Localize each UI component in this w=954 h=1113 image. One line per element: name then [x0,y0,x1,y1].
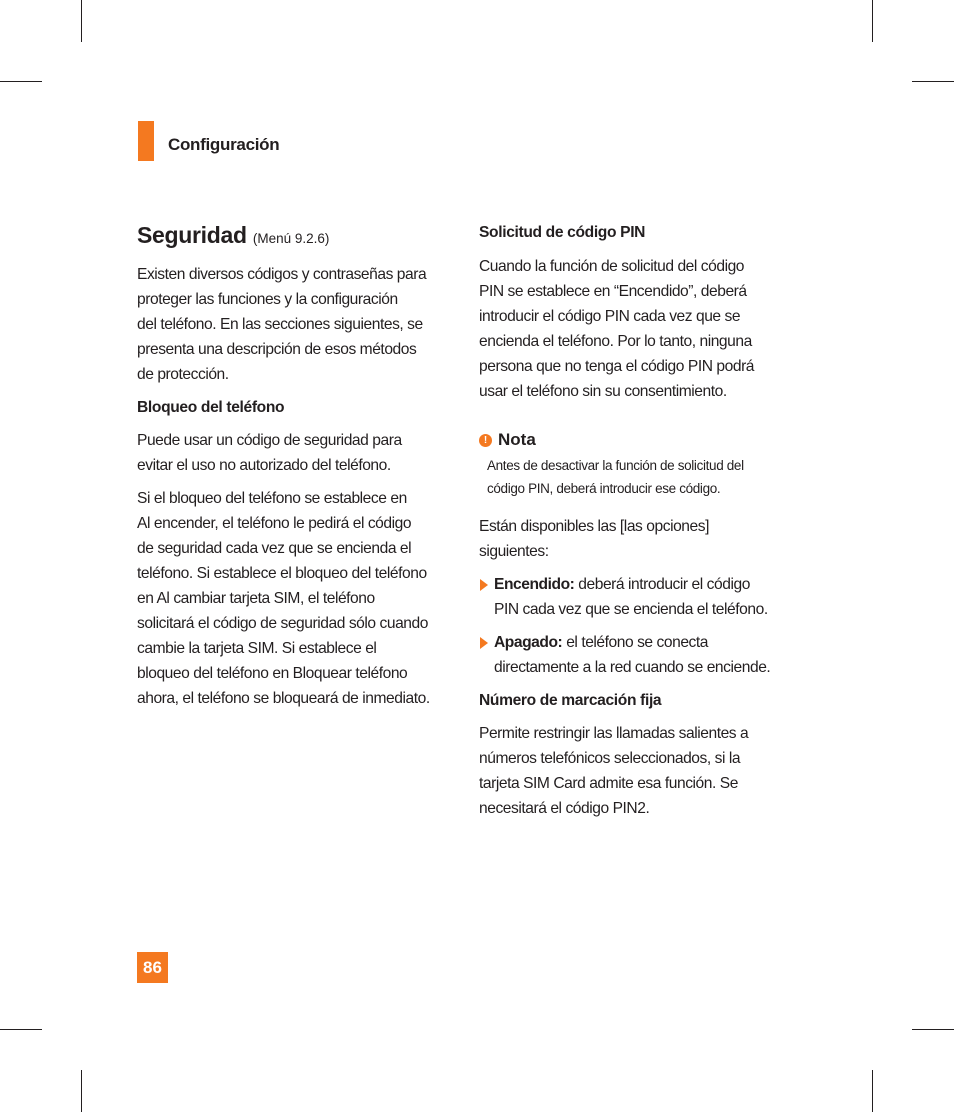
phone-lock-paragraph: Puede usar un código de seguridad para evitar el uso no autorizado del teléfono. [137,432,402,474]
page-header-title: Configuración [168,135,280,154]
options-intro-paragraph: Están disponibles las [las opciones] siguientes: [479,518,709,560]
option-label: Encendido: [494,576,575,593]
note-heading-text: Nota [498,430,536,449]
phone-lock-details-paragraph: Si el bloqueo del teléfono se establece en Al encender, el teléfono le pedirá el código de seguridad cada vez que se encienda el teléfono. Si establece el bloqueo del teléfono en Al cambiar tarjeta SIM, el teléfono solicitará el código de seguridad sólo cuando cambie la tarjeta SIM. Si establece el bloqueo del teléfono en Bloquear teléfono ahora, el teléfono se bloqueará de inmediato. [137,490,430,707]
bullet-triangle-icon [480,637,488,649]
pin-request-heading: Solicitud de código PIN [479,224,646,241]
menu-reference: (Menú 9.2.6) [252,231,330,246]
option-label: Apagado: [494,634,563,651]
crop-mark [81,0,82,42]
note-text: Antes de desactivar la función de solicitud del código PIN, deberá introducir ese código. [487,458,744,496]
pin-request-paragraph: Cuando la función de solicitud del código PIN se establece en “Encendido”, deberá introducir el código PIN cada vez que se encienda el teléfono. Por lo tanto, ninguna persona que no tenga el código PIN podrá usar el teléfono sin su consentimiento. [479,258,755,400]
left-column [137,218,455,711]
right-column [479,220,795,821]
crop-mark [912,1029,954,1030]
crop-mark [912,81,954,82]
bullet-triangle-icon [480,579,488,591]
crop-mark [81,1070,82,1112]
note-heading [479,428,795,452]
crop-mark [872,0,873,42]
fixed-dial-paragraph: Permite restringir las llamadas salientes a números telefónicos seleccionados, si la tarjeta SIM Card admite esa función. Se necesitará el código PIN2. [479,725,749,817]
option-off-bullet: Apagado: el teléfono se conecta directamente a la red cuando se enciende. [479,630,795,680]
option-on-bullet: Encendido: deberá introducir el código PIN cada vez que se encienda el teléfono. [479,572,795,622]
intro-paragraph: Existen diversos códigos y contraseñas para proteger las funciones y la configuración del teléfono. En las secciones siguientes, se presenta una descripción de esos métodos de protección. [137,266,427,383]
section-title-text: Seguridad [137,222,247,248]
page-number: 86 [137,952,168,983]
phone-lock-heading: Bloqueo del teléfono [137,399,285,416]
crop-mark [0,81,42,82]
warning-icon: ! [479,434,492,447]
crop-mark [872,1070,873,1112]
crop-mark [0,1029,42,1030]
header-accent-bar [138,121,154,161]
fixed-dial-heading: Número de marcación fija [479,692,662,709]
section-title [137,218,455,256]
